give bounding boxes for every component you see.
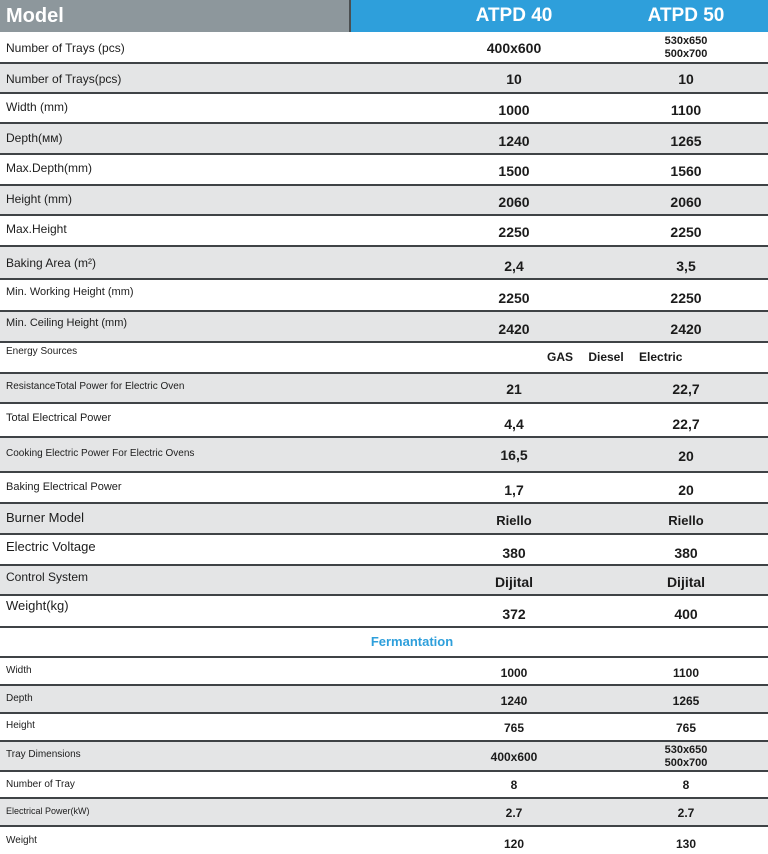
value-atpd40: 2.7 <box>505 806 523 820</box>
value-atpd40: 16,5 <box>500 447 528 463</box>
row-label: Max.Height <box>6 222 67 236</box>
row-label: Number of Trays(pcs) <box>6 72 122 86</box>
value-atpd50: 1560 <box>670 163 702 179</box>
spec-row-energy-sources <box>0 343 768 374</box>
spec-row-baking-electrical-power <box>0 473 768 504</box>
value-atpd50: 1100 <box>672 666 700 680</box>
row-label: Depth(мм) <box>6 131 63 145</box>
value-atpd40: 372 <box>502 606 526 622</box>
model-atpd40-header: ATPD 40 <box>475 5 553 26</box>
row-label: Depth <box>6 693 33 704</box>
spec-row-max-depth <box>0 155 768 186</box>
row-label: Total Electrical Power <box>6 412 112 424</box>
row-label: Weight(kg) <box>6 598 69 613</box>
energy-sources-value: GAS Diesel Electric <box>547 350 683 364</box>
value-atpd50-line2: 500x700 <box>664 48 708 60</box>
row-label: Energy Sources <box>6 346 78 357</box>
model-header-cell <box>0 0 351 32</box>
fermentation-row-number-of-tray <box>0 772 768 799</box>
value-atpd40: 1240 <box>500 694 528 708</box>
spec-row-depth <box>0 124 768 155</box>
spec-row-weight <box>0 596 768 628</box>
value-atpd50: 22,7 <box>672 381 700 397</box>
value-atpd50-line1: 530x650 <box>664 35 708 47</box>
value-atpd50: 765 <box>675 721 697 735</box>
value-atpd40: 1000 <box>498 102 530 118</box>
row-label: Max.Depth(mm) <box>6 161 93 175</box>
value-atpd50: 400 <box>674 606 698 622</box>
spec-row-total-electrical-power <box>0 404 768 438</box>
row-label: Tray Dimensions <box>6 749 81 760</box>
value-atpd50: 130 <box>675 837 697 851</box>
value-atpd50: 380 <box>674 545 698 561</box>
value-atpd40: 400x600 <box>490 750 538 764</box>
value-atpd40: 1500 <box>498 163 530 179</box>
value-atpd50-line1: 530x650 <box>664 744 708 756</box>
value-atpd40: Riello <box>496 513 532 528</box>
row-label: Baking Area (m²) <box>6 256 97 270</box>
value-atpd50: 3,5 <box>676 258 696 274</box>
row-label: Control System <box>6 570 89 584</box>
value-atpd40: 2060 <box>498 194 530 210</box>
fermentation-row-height <box>0 714 768 742</box>
value-atpd40: 2420 <box>498 321 530 337</box>
row-label: Cooking Electric Power For Electric Ovens <box>6 448 195 459</box>
value-atpd50: Dijital <box>666 574 706 590</box>
value-atpd50: 1265 <box>672 694 700 708</box>
fermentation-row-electrical-power <box>0 799 768 827</box>
value-atpd50: 20 <box>678 448 694 464</box>
table-header <box>0 0 768 32</box>
row-label: Width <box>6 665 32 676</box>
value-atpd50-line2: 500x700 <box>664 757 708 769</box>
value-atpd40: 380 <box>502 545 526 561</box>
spec-row-baking-area <box>0 247 768 280</box>
spec-row-resistance-total-power <box>0 374 768 404</box>
value-atpd50: 8 <box>682 778 690 792</box>
value-atpd50: Riello <box>668 513 704 528</box>
value-atpd50: 2420 <box>670 321 702 337</box>
value-atpd50: 20 <box>678 482 694 498</box>
value-atpd50: 1100 <box>670 102 702 118</box>
value-atpd50: 2.7 <box>677 806 695 820</box>
row-label: ResistanceTotal Power for Electric Oven <box>6 381 185 392</box>
row-label: Height <box>6 720 35 731</box>
model-header-label: Model <box>6 4 64 27</box>
value-atpd40: 2250 <box>498 290 530 306</box>
fermentation-row-depth <box>0 686 768 714</box>
value-atpd40: 765 <box>503 721 525 735</box>
row-label: Min. Ceiling Height (mm) <box>6 317 128 329</box>
value-atpd50: 1265 <box>670 133 702 149</box>
spec-row-width <box>0 94 768 124</box>
row-label: Height (mm) <box>6 192 73 206</box>
spec-row-number-of-trays <box>0 64 768 94</box>
value-atpd40: Dijital <box>494 574 534 590</box>
spec-row-tray-dimensions <box>0 32 768 64</box>
spec-row-burner-model <box>0 504 768 535</box>
spec-row-min-ceiling-height <box>0 312 768 343</box>
spec-row-control-system <box>0 566 768 596</box>
value-atpd40: 21 <box>506 381 522 397</box>
value-atpd40: 2,4 <box>504 258 524 274</box>
row-label: Baking Electrical Power <box>6 481 122 493</box>
row-label: Min. Working Height (mm) <box>6 286 134 298</box>
value-atpd50: 10 <box>678 71 694 87</box>
value-atpd40: 4,4 <box>504 416 524 432</box>
row-label: Burner Model <box>6 510 85 525</box>
fermentation-row-weight <box>0 827 768 854</box>
model-atpd50-header: ATPD 50 <box>647 5 725 26</box>
row-label: Width (mm) <box>6 100 68 114</box>
row-label: Electrical Power(kW) <box>6 806 90 816</box>
row-label: Weight <box>6 835 37 846</box>
value-atpd50: 22,7 <box>672 416 700 432</box>
value-atpd40: 10 <box>506 71 522 87</box>
value-atpd40: 8 <box>510 778 518 792</box>
fermentation-row-tray-dimensions <box>0 742 768 772</box>
value-atpd40: 2250 <box>498 224 530 240</box>
value-atpd50: 2250 <box>670 224 702 240</box>
spec-row-min-working-height <box>0 280 768 312</box>
value-atpd50: 2060 <box>670 194 702 210</box>
row-label: Number of Tray <box>6 779 75 790</box>
row-label: Number of Trays (pcs) <box>6 41 125 55</box>
spec-row-height <box>0 186 768 216</box>
value-atpd40: 120 <box>503 837 525 851</box>
fermentation-section-header <box>0 628 768 658</box>
value-atpd40: 1,7 <box>504 482 524 498</box>
value-atpd40: 1240 <box>498 133 530 149</box>
value-atpd40: 1000 <box>500 666 528 680</box>
value-atpd40: 400x600 <box>486 40 542 56</box>
row-label: Electric Voltage <box>6 539 96 554</box>
value-atpd50: 2250 <box>670 290 702 306</box>
fermentation-row-width <box>0 658 768 686</box>
spec-row-electric-voltage <box>0 535 768 566</box>
spec-row-max-height <box>0 216 768 247</box>
fermentation-title: Fermantation <box>370 634 454 649</box>
models-header-cell <box>351 0 768 32</box>
spec-row-cooking-electric-power <box>0 438 768 473</box>
